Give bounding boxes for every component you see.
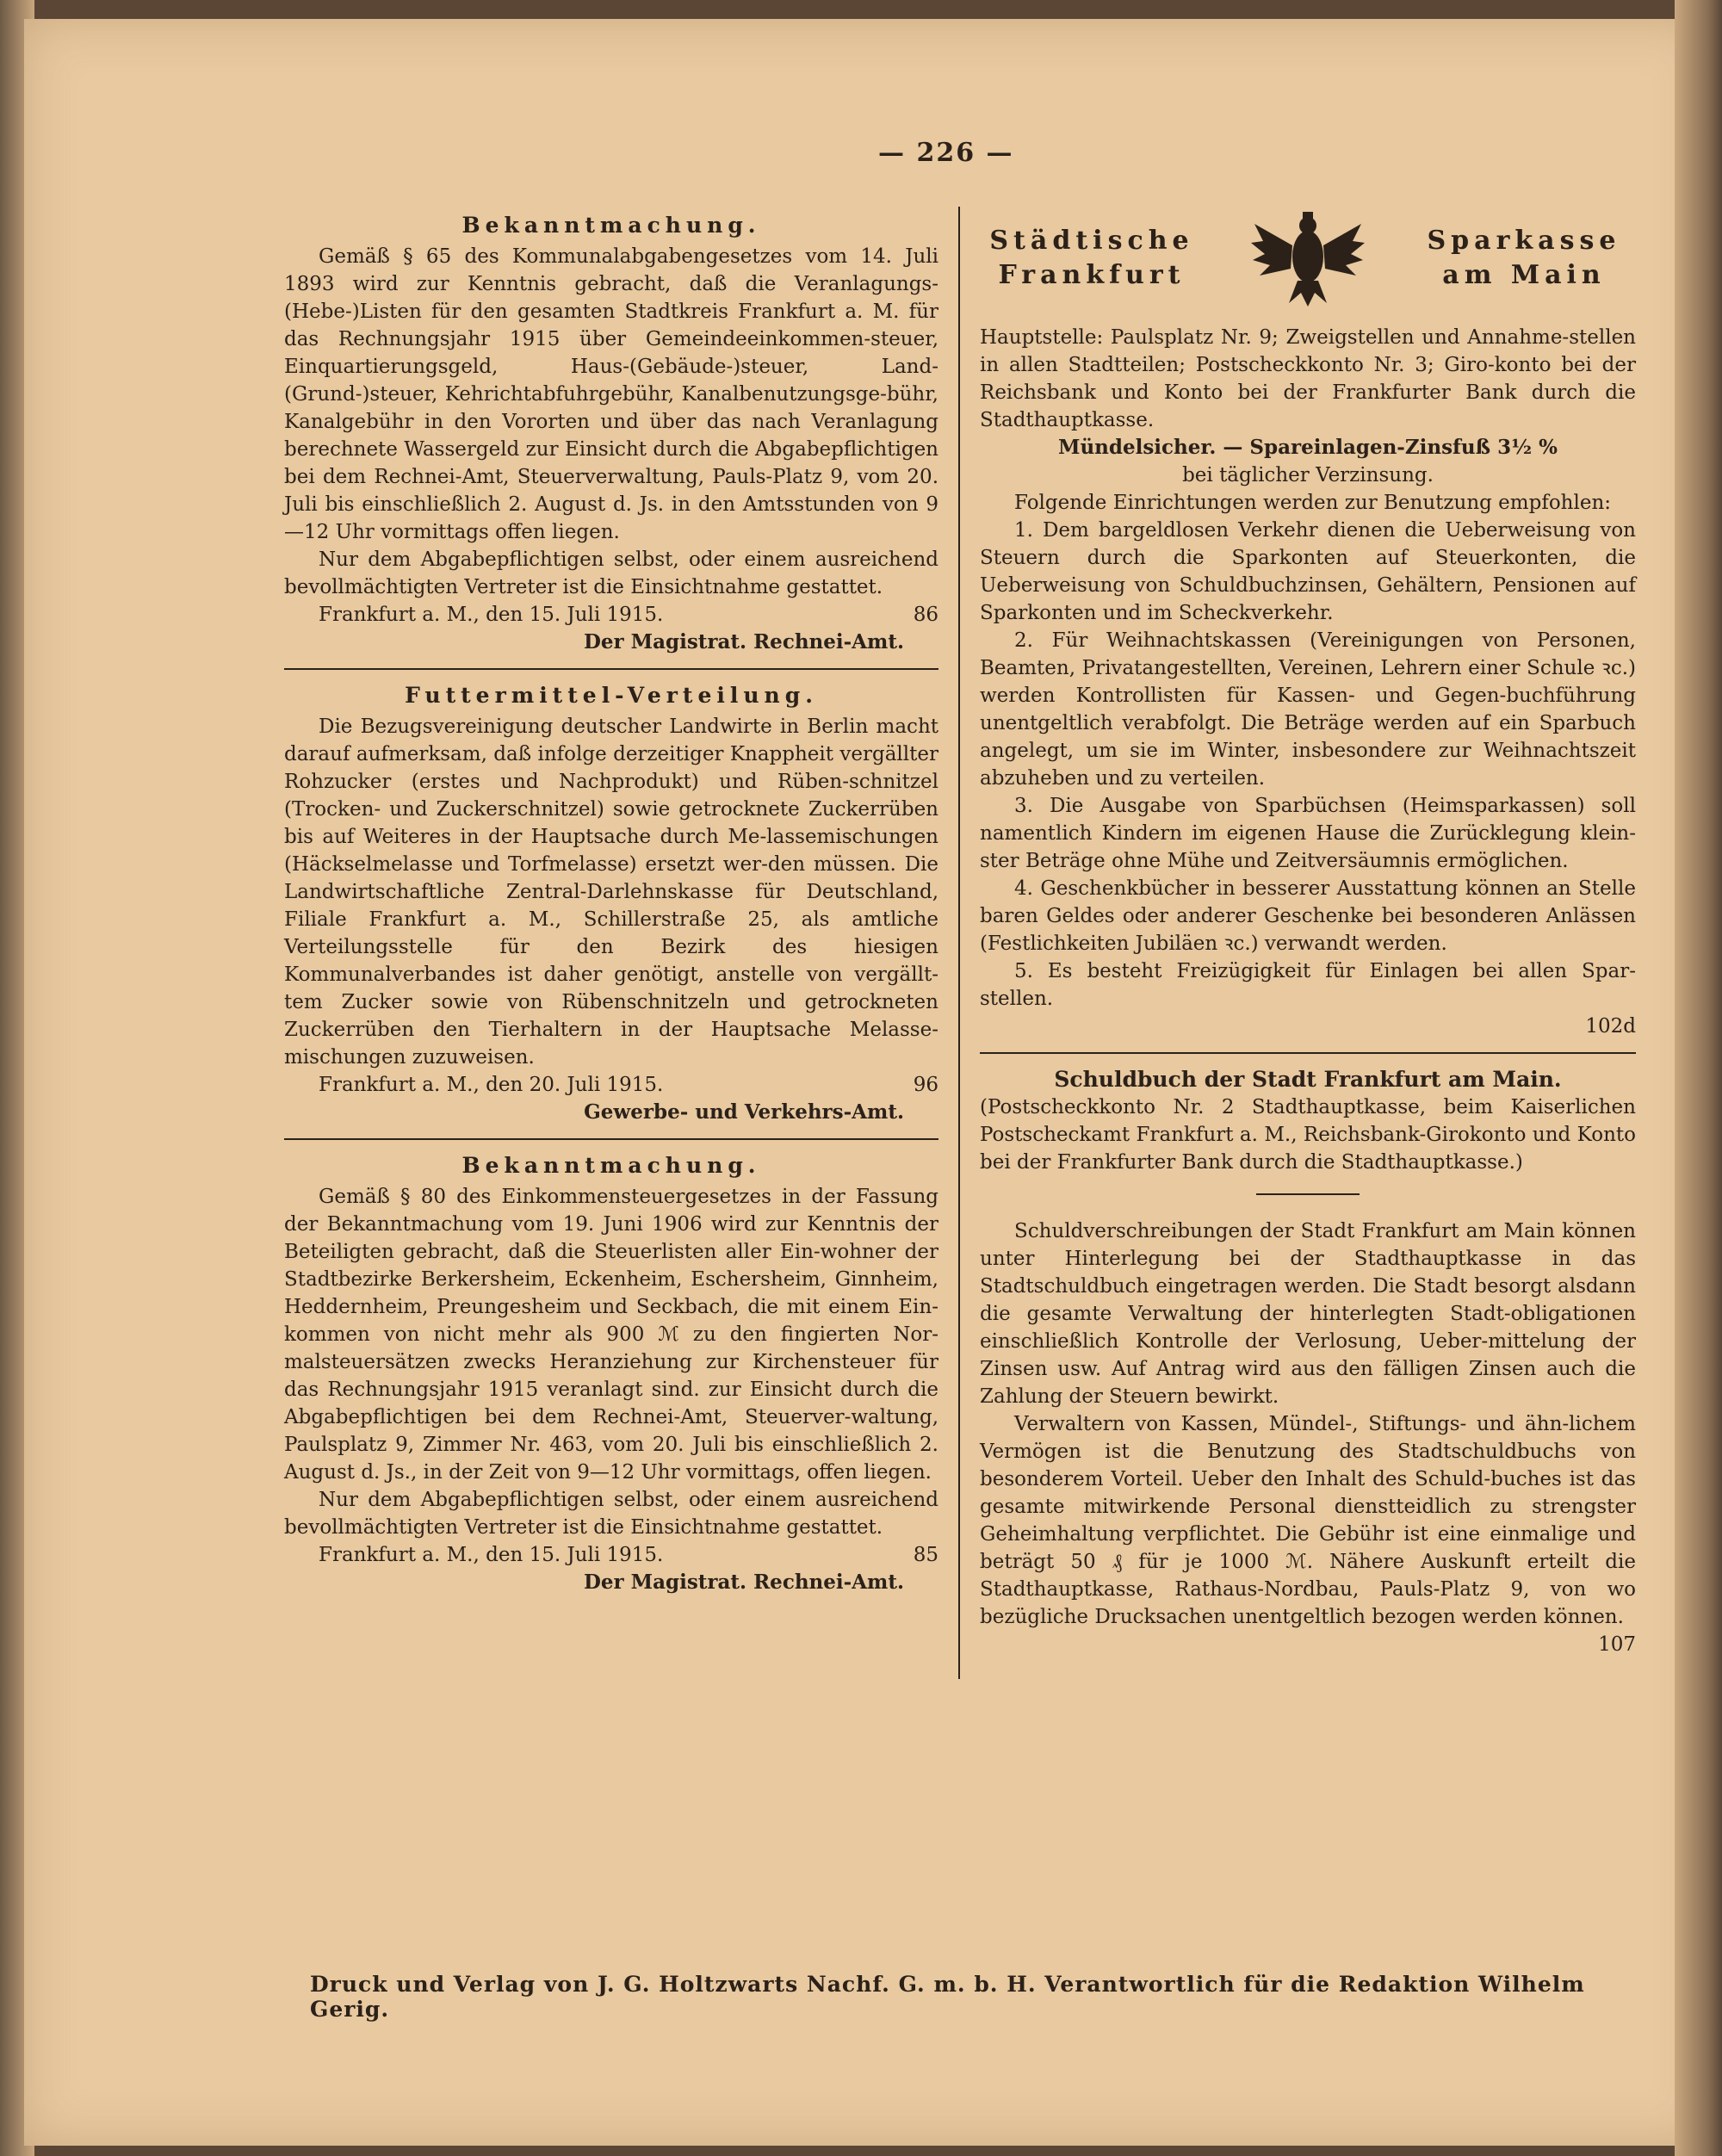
notice-heading: Bekanntmachung. — [461, 1153, 761, 1178]
masthead-left — [980, 224, 1204, 293]
dateline: Frankfurt a. M., den 15. Juli 1915. — [319, 604, 664, 626]
dateline: Frankfurt a. M., den 15. Juli 1915. — [319, 1544, 664, 1566]
notice-number: 102d — [1585, 1015, 1636, 1038]
mundelsicher-line: Mündelsicher. — Spareinlagen-Zinsfuß 3½ % — [1057, 436, 1558, 459]
notice-heading: Futtermittel-Verteilung. — [405, 683, 818, 708]
left-column — [284, 207, 938, 1602]
masthead-left-line1: Städtische — [989, 226, 1194, 256]
notice-body: Die Bezugsvereinigung deutscher Landwirte in Berlin macht darauf aufmerksam, daß infolge derzeitiger Knappheit vergällter Rohzucker (erstes und Nachprodukt) und Rüben-schnitzel (Trocken- und Zuckerschnitzel) sowie getrocknete Zuckerrüben bis auf Weiteres in der Hauptsache durch Me-lassemischungen (Häckselmelasse und Torfmelasse) ersetzt wer-den müssen. Die Landwirtschaftliche Zentral-Darlehnskasse für Deutschland, Filiale Frankfurt a. M., Schillerstraße 25, als amtliche Verteilungsstelle für den Bezirk des hiesigen Kommunalverbandes ist daher genötigt, anstelle von vergällt-tem Zucker sowie von Rübenschnitzeln und getrockneten Zuckerrüben den Tierhaltern in der Hauptsache Melasse-mischungen zuzuweisen. — [284, 716, 938, 1069]
page-edge — [1675, 0, 1722, 2156]
intro-text: Folgende Einrichtungen werden zur Benutzung empfohlen: — [1014, 492, 1612, 514]
schuldbuch-subtitle: (Postscheckkonto Nr. 2 Stadthauptkasse, beim Kaiserlichen Postscheckamt Frankfurt a. M., Reichsbank-Girokonto und Konto bei der Frankfurter Bank durch die Stadthauptkasse.) — [980, 1096, 1636, 1174]
schuldbuch-paragraph: Schuldverschreibungen der Stadt Frankfurt am Main können unter Hinterlegung bei der Stadthauptkasse in das Stadtschuldbuch eingetragen werden. Die Stadt besorgt alsdann die gesamte Verwaltung der hinterlegten Stadt-obligationen einschließlich Kontrolle der Verlosung, Ueber-mittelung der Zinsen usw. Auf Antrag wird aus den fälligen Zinsen auch die Zahlung der Steuern bewirkt. — [980, 1220, 1636, 1408]
notice-body: Gemäß § 65 des Kommunalabgabengesetzes vom 14. Juli 1893 wird zur Kenntnis gebracht, daß die Veranlagungs-(Hebe-)Listen für den gesamten Stadtkreis Frankfurt a. M. für das Rechnungsjahr 1915 über Gemeindeeinkommen-steuer, Einquartierungsgeld, Haus-(Gebäude-)steuer, Land-(Grund-)steuer, Kehrichtabfuhrgebühr, Kanalbenutzungsge-bühr, Kanalgebühr in den Vororten und über das nach Veranlagung berechnete Wassergeld zur Einsicht durch die Abgabepflichtigen bei dem Rechnei-Amt, Steuerverwaltung, Pauls-Platz 9, vom 20. Juli bis einschließlich 2. August d. Js. in den Amtsstunden von 9—12 Uhr vormittags offen liegen. — [284, 245, 938, 543]
schuldbuch-paragraph: Verwaltern von Kassen, Mündel-, Stiftungs- und ähn-lichem Vermögen ist die Benutzung des Stadtschuldbuchs von besonderem Vorteil. Ueber den Inhalt des Schuld-buches ist das gesamte mitwirkende Personal dienstteidlich zu strengster Geheimhaltung verpflichtet. Die Gebühr ist eine einmalige und beträgt 50 ₰ für je 1000 ℳ. Nähere Auskunft erteilt die Stadthauptkasse, Rathaus-Nordbau, Pauls-Platz 9, von wo bezügliche Drucksachen unentgeltlich bezogen werden können. — [980, 1413, 1636, 1628]
notice-number: 85 — [913, 1544, 938, 1566]
eagle-icon — [1248, 207, 1368, 310]
imprint-footer: Druck und Verlag von J. G. Holtzwarts Nachf. G. m. b. H. Verantwortlich für die Redaktion Wilhelm Gerig. — [310, 1972, 1585, 2022]
signature: Der Magistrat. Rechnei-Amt. — [583, 1571, 904, 1594]
masthead-right-line2: am Main — [1442, 260, 1606, 290]
notice-body-2: Nur dem Abgabepflichtigen selbst, oder einem ausreichend bevollmächtigten Vertreter ist die Einsichtnahme gestattet. — [284, 1489, 938, 1539]
notice-futtermittel — [284, 682, 938, 1126]
signature: Der Magistrat. Rechnei-Amt. — [583, 630, 904, 654]
short-rule — [1256, 1193, 1360, 1195]
page-number: — 226 — — [878, 138, 1014, 168]
dateline: Frankfurt a. M., den 20. Juli 1915. — [319, 1074, 664, 1096]
signature: Gewerbe- und Verkehrs-Amt. — [584, 1100, 904, 1124]
list-item: 1. Dem bargeldlosen Verkehr dienen die Ueberweisung von Steuern durch die Sparkonten auf Steuerkonten, die Ueberweisung von Schuldbuchzinsen, Gehältern, Pensionen auf Sparkonten und im Scheckverkehr. — [980, 519, 1636, 624]
list-item: 2. Für Weihnachtskassen (Vereinigungen von Personen, Beamten, Privatangestellten, Vereinen, Lehrern einer Schule ꝛc.) werden Kontrollisten für Kassen- und Gegen-buchführung unentgeltlich verabfolgt. Die Beträge werden auf ein Sparbuch angelegt, um sie im Winter, insbesondere zur Weihnachtszeit abzuheben und zu verteilen. — [980, 629, 1636, 790]
masthead-left-line2: Frankfurt — [998, 260, 1186, 290]
list-item: 4. Geschenkbücher in besserer Ausstattung können an Stelle baren Geldes oder anderer Geschenke bei besonderen Anlässen (Festlichkeiten Jubiläen ꝛc.) verwandt werden. — [980, 877, 1636, 955]
notice-number: 107 — [1598, 1633, 1636, 1656]
right-column — [980, 207, 1636, 1658]
notice-heading: Bekanntmachung. — [461, 213, 761, 238]
list-item: 5. Es besteht Freizügigkeit für Einlagen bei allen Spar-stellen. — [980, 960, 1636, 1010]
notice-number: 96 — [913, 1074, 938, 1096]
schuldbuch-heading: Schuldbuch der Stadt Frankfurt am Main. — [1054, 1067, 1562, 1092]
column-divider — [958, 207, 960, 1679]
dateline-row — [284, 1541, 938, 1569]
masthead-right — [1412, 224, 1636, 293]
divider-rule — [284, 668, 938, 670]
divider-rule — [980, 1052, 1636, 1054]
notice-bekanntmachung-2 — [284, 1152, 938, 1596]
dateline-row — [284, 1071, 938, 1099]
notice-bekanntmachung-1 — [284, 212, 938, 656]
notice-number: 86 — [913, 604, 938, 626]
divider-rule — [284, 1138, 938, 1140]
list-item: 3. Die Ausgabe von Sparbüchsen (Heimsparkassen) soll namentlich Kindern im eigenen Hause die Zurücklegung klein-ster Beträge ohne Mühe und Zeitversäumnis ermöglichen. — [980, 795, 1636, 872]
masthead-right-line1: Sparkasse — [1427, 226, 1621, 256]
hauptstelle-text: Hauptstelle: Paulsplatz Nr. 9; Zweigstellen und Annahme-stellen in allen Stadtteilen; Postscheckkonto Nr. 3; Giro-konto bei der Reichsbank und Konto bei der Frankfurter Bank durch die Stadthauptkasse. — [980, 326, 1636, 431]
notice-body: Gemäß § 80 des Einkommensteuergesetzes in der Fassung der Bekanntmachung vom 19. Juni 1906 wird zur Kenntnis der Beteiligten gebracht, daß die Steuerlisten aller Ein-wohner der Stadtbezirke Berkersheim, Eckenheim, Eschersheim, Ginnheim, Heddernheim, Preungesheim und Seckbach, die mit einem Ein-kommen von nicht mehr als 900 ℳ zu den fingierten Nor-malsteuersätzen zwecks Heranziehung zur Kirchensteuer für das Rechnungsjahr 1915 veranlagt sind. zur Einsicht durch die Abgabepflichtigen bei dem Rechnei-Amt, Steuerver-waltung, Paulsplatz 9, Zimmer Nr. 463, vom 20. Juli bis einschließlich 2. August d. Js., in der Zeit von 9—12 Uhr vormittags, offen liegen. — [284, 1186, 938, 1484]
dateline-row — [284, 601, 938, 629]
sparkasse-masthead — [980, 207, 1636, 310]
verzinsung-line: bei täglicher Verzinsung. — [1182, 464, 1434, 486]
notice-body-2: Nur dem Abgabepflichtigen selbst, oder einem ausreichend bevollmächtigten Vertreter ist die Einsichtnahme gestattet. — [284, 548, 938, 598]
